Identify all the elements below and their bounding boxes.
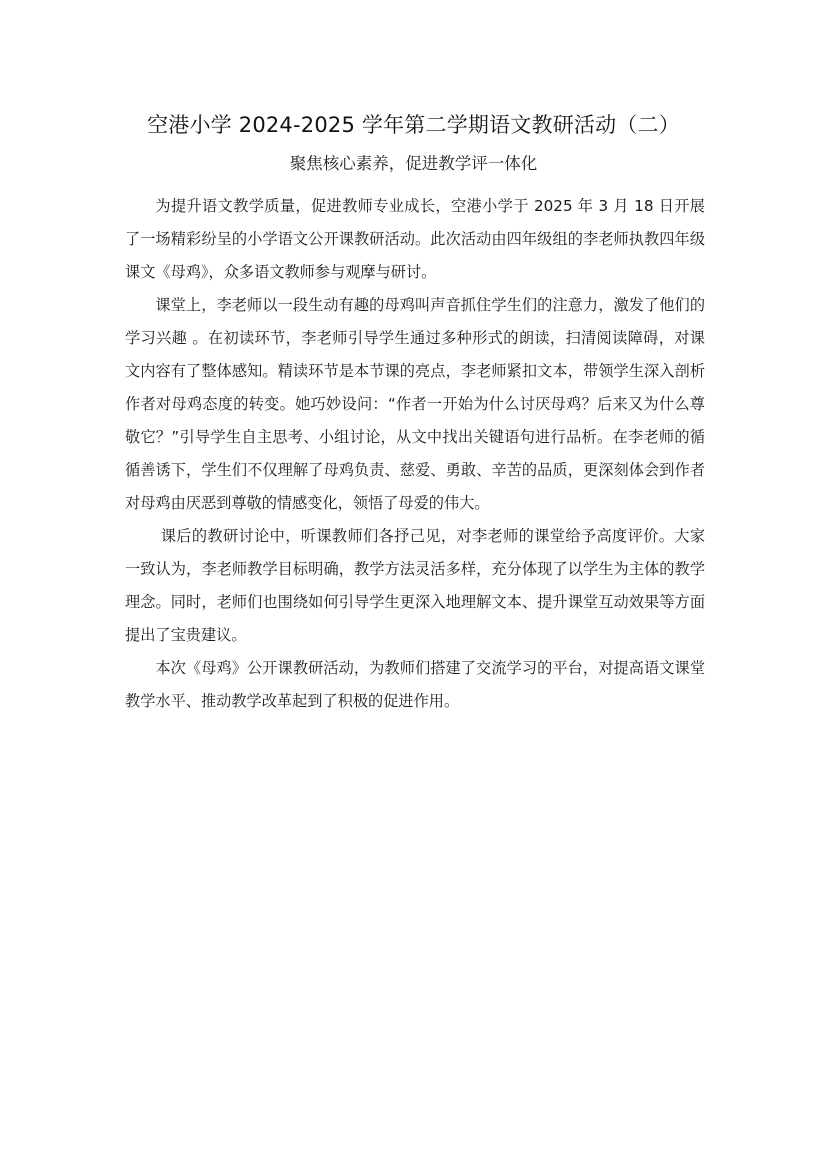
paragraph-conclusion: 本次《母鸡》公开课教研活动，为教师们搭建了交流学习的平台，对提高语文课堂教学水平、推动教学改革起到了积极的促进作用。 bbox=[125, 659, 705, 710]
paragraph-classroom: 课堂上，李老师以一段生动有趣的母鸡叫声音抓住学生们的注意力，激发了他们的学习兴趣 。在初读环节，李老师引导学生通过多种形式的朗读，扫清阅读障碍，对课文内容有了整体感知。精读环节是本节课的亮点，李老师紧扣文本，带领学生深入剖析作者对母鸡态度的转变。她巧妙设问：“作者一开始为什么讨厌母鸡？后来又为什么尊敬它？”引导学生自主思考、小组讨论，从文中找出关键语句进行品析。在李老师的循循善诱下，学生们不仅理解了母鸡负责、慈爱、勇敢、辛苦的品质，更深刻体会到作者对母鸡由厌恶到尊敬的情感变化，领悟了母爱的伟大。 bbox=[125, 296, 705, 512]
paragraph-intro: 为提升语文教学质量，促进教师专业成长，空港小学于 2025 年 3 月 18 日开展了一场精彩纷呈的小学语文公开课教研活动。此次活动由四年级组的李老师执教四年级课文《母鸡》，众多语文教师参与观摩与研讨。 bbox=[125, 197, 705, 281]
document-body bbox=[125, 190, 705, 718]
document-subtitle: 聚焦核心素养，促进教学评一体化 bbox=[289, 154, 538, 173]
paragraph-discussion: 课后的教研讨论中，听课教师们各抒己见，对李老师的课堂给予高度评价。大家一致认为，李老师教学目标明确，教学方法灵活多样，充分体现了以学生为主体的教学理念。同时，老师们也围绕如何引导学生更深入地理解文本、提升课堂互动效果等方面提出了宝贵建议。 bbox=[125, 527, 705, 644]
document-title: 空港小学 2024-2025 学年第二学期语文教研活动（二） bbox=[147, 113, 680, 137]
